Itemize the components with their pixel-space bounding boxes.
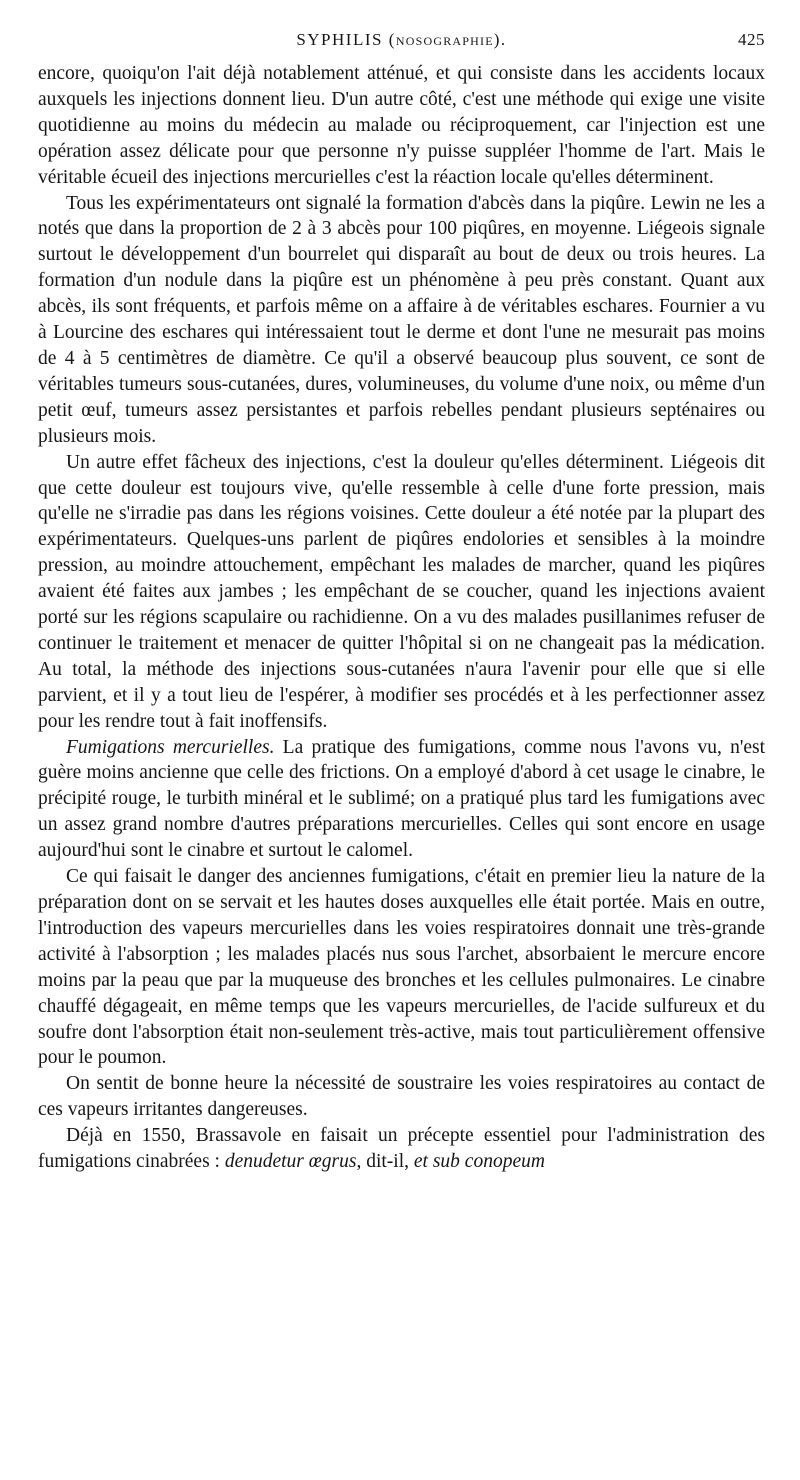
body-text [38,61,765,1175]
paragraph-7-mid: , dit-il, [356,1151,414,1173]
paragraph-1: encore, quoiqu'on l'ait déjà notablement atténué, et qui consiste dans les accidents locaux auxquels les injections donnent lieu. D'un autre côté, c'est une méthode qui exige une visite quotidienne au moins du médecin au malade ou réciproquement, car l'injection est une opération assez délicate pour que personne n'y puisse suppléer l'homme de l'art. Mais le véritable écueil des injections mercurielles c'est la réaction locale qu'elles déterminent. [38,63,765,188]
page-number: 425 [738,30,765,49]
running-header [38,30,765,56]
paragraph-5: Ce qui faisait le danger des anciennes fumigations, c'était en premier lieu la nature de la préparation dont on se servait et les hautes doses auxquelles elle était portée. Mais en outre, l'introduction des vapeurs mercurielles dans les voies respiratoires donnait une très-grande activité à l'absorption ; les malades placés nus sous l'archet, absorbaient le mercure encore moins par la peau que par la muqueuse des bronches et les cellules pulmonaires. Le cinabre chauffé dégageait, en même temps que les vapeurs mercurielles, de l'acide sulfureux et du soufre dont l'absorption était non-seulement très-active, mais tout particulièrement offensive pour le poumon. [38,866,765,1069]
running-title-end: ). [493,30,507,49]
running-title [38,30,765,50]
paragraph-6: On sentit de bonne heure la nécessité de soustraire les voies respiratoires au contact de ces vapeurs irritantes dangereuses. [38,1073,765,1121]
running-title-small-caps: NOSOGRAPHIE [395,34,494,48]
running-title-main: SYPHILIS ( [296,30,396,49]
paragraph-7-start: Déjà en 1550, Brassavole en faisait un précepte essentiel pour l'administration des fumigations cinabrées : [38,1125,765,1173]
paragraph-7 [38,1123,765,1175]
book-page [38,0,765,1480]
paragraph-3: Un autre effet fâcheux des injections, c'est la douleur qu'elles déterminent. Liégeois dit que cette douleur est toujours vive, qu'elle ressemble à celle d'une forte pression, mais qu'elle ne s'irradie pas dans les régions voisines. Cette douleur a été notée par la plupart des expérimentateurs. Quelques-uns parlent de piqûres endolories et sensibles à la moindre pression, au moindre attouchement, empêchant les malades de marcher, quand les piqûres avaient été faites aux jambes ; les empêchant de se coucher, quand les injections avaient porté sur les régions scapulaire ou rachidienne. On a vu des malades pusillanimes refuser de continuer le traitement et menacer de quitter l'hôpital si on ne changeait pas la médication. Au total, la méthode des injections sous-cutanées n'aura l'avenir pour elle que si elle parvient, et il y a tout lieu de l'espérer, à modifier ses procédés et à les perfectionner assez pour les rendre tout à fait inoffensifs. [38,451,765,732]
latin-quote-1: denudetur œgrus [224,1151,357,1173]
paragraph-4 [38,735,765,865]
latin-quote-2: et sub conopeum [413,1151,545,1173]
paragraph-2: Tous les expérimentateurs ont signalé la formation d'abcès dans la piqûre. Lewin ne les a notés que dans la proportion de 2 à 3 abcès pour 100 piqûres, en moyenne. Liégeois signale surtout le développement d'un bourrelet qui disparaît au bout de deux ou trois heures. La formation d'un nodule dans la piqûre est un phénomène à peu près constant. Quant aux abcès, ils sont fréquents, et parfois même on a affaire à de véritables eschares. Fournier a vu à Lourcine des eschares qui intéressaient tout le derme et dont l'une ne mesurait pas moins de 4 à 5 centimètres de diamètre. Ce qu'il a observé beaucoup plus souvent, ce sont de véritables tumeurs sous-cutanées, dures, volumineuses, du volume d'une noix, ou même d'un petit œuf, tumeurs assez persistantes et parfois rebelles pendant plusieurs septénaires ou plusieurs mois. [38,192,765,447]
paragraph-4-text: La pratique des fumigations, comme nous l'avons vu, n'est guère moins ancienne que celle des frictions. On a employé d'abord à cet usage le cinabre, le précipité rouge, le turbith minéral et le sublimé; on a pratiqué plus tard les fumigations avec un assez grand nombre d'autres préparations mercurielles. Celles qui sont encore en usage aujourd'hui sont le cinabre et surtout le calomel. [38,736,765,862]
section-heading-fumigations: Fumigations mercurielles. [66,736,275,758]
